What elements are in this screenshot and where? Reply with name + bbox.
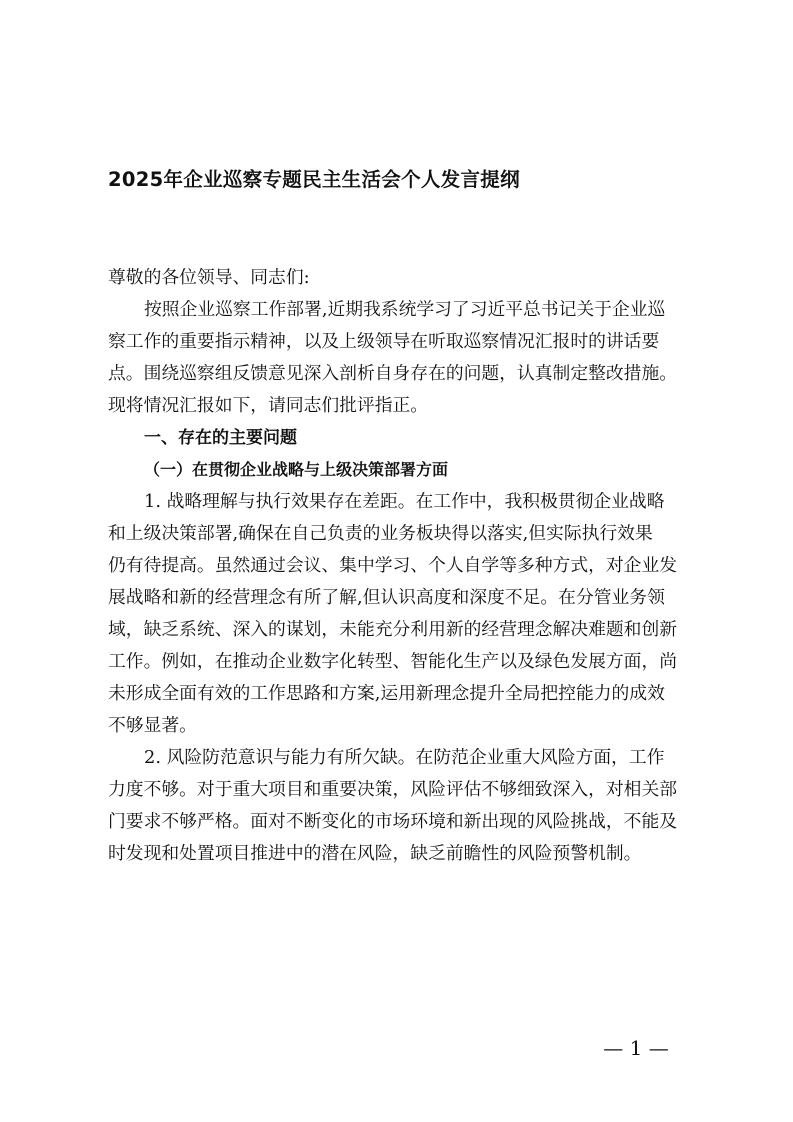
paragraph-line: 1. 战略理解与执行效果存在差距。在工作中，我积极贯彻企业战略 (144, 491, 665, 512)
page-number: — 1 — (603, 1036, 669, 1060)
paragraph-line: 按照企业巡察工作部署,近期我系统学习了习近平总书记关于企业巡 (144, 299, 666, 320)
intro-paragraph (108, 294, 696, 422)
paragraph-line: 门要求不够严格。面对不断变化的市场环境和新出现的风险挑战，不能及 (108, 811, 678, 832)
document-title: 2025年企业巡察专题民主生活会个人发言提纲 (108, 168, 520, 191)
paragraph-line: 力度不够。对于重大项目和重要决策，风险评估不够细致深入，对相关部 (108, 779, 678, 800)
paragraph-line: 未形成全面有效的工作思路和方案,运用新理念提升全局把控能力的成效 (108, 683, 665, 704)
paragraph-line: 2. 风险防范意识与能力有所欠缺。在防范企业重大风险方面，工作 (144, 747, 665, 768)
paragraph-line: 展战略和新的经营理念有所了解,但认识高度和深度不足。在分管业务领 (108, 587, 665, 608)
item-1-paragraph (108, 486, 696, 742)
salutation: 尊敬的各位领导、同志们: (108, 267, 310, 288)
paragraph-line: 时发现和处置项目推进中的潜在风险，缺乏前瞻性的风险预警机制。 (108, 843, 642, 864)
sub-heading: （一）在贯彻企业战略与上级决策部署方面 (144, 460, 449, 479)
paragraph-line: 察工作的重要指示精神，以及上级领导在听取巡察情况汇报时的讲话要 (108, 331, 660, 352)
paragraph-line: 点。围绕巡察组反馈意见深入剖析自身存在的问题，认真制定整改措施。 (108, 363, 678, 384)
paragraph-line: 仍有待提高。虽然通过会议、集中学习、个人自学等多种方式，对企业发 (108, 555, 678, 576)
paragraph-line: 不够显著。 (108, 715, 197, 736)
paragraph-line: 和上级决策部署,确保在自己负责的业务板块得以落实,但实际执行效果 (108, 523, 653, 544)
paragraph-line: 工作。例如，在推动企业数字化转型、智能化生产以及绿色发展方面，尚 (108, 651, 678, 672)
item-2-paragraph (108, 742, 696, 870)
document-body (108, 262, 696, 870)
section-heading: 一、存在的主要问题 (144, 428, 297, 448)
paragraph-line: 域，缺乏系统、深入的谋划，未能充分利用新的经营理念解决难题和创新 (108, 619, 678, 640)
paragraph-line: 现将情况汇报如下，请同志们批评指正。 (108, 395, 429, 416)
